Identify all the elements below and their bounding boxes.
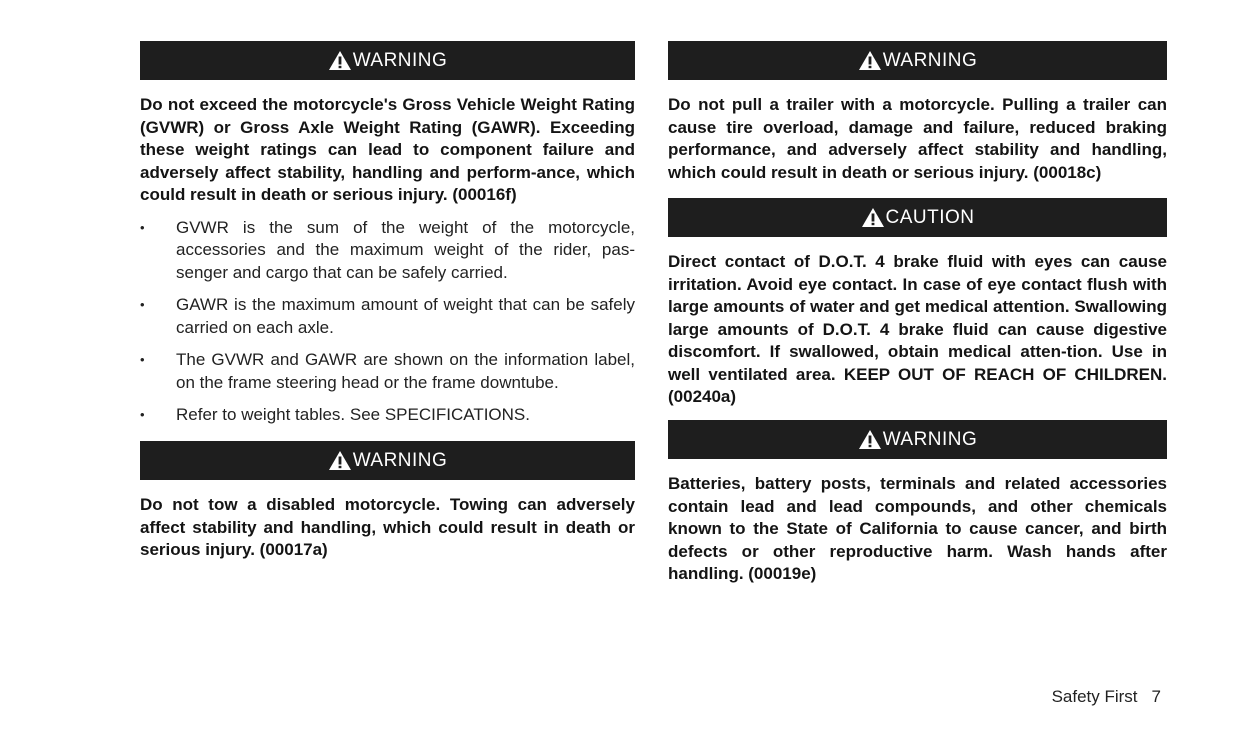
bullet-text: Refer to weight tables. See SPECIFICATIONS.: [176, 405, 530, 424]
right-column: [668, 41, 1167, 583]
list-item: [140, 217, 635, 285]
warning-text: Batteries, battery posts, terminals and related accessories contain lead and lead compounds, and other chemicals known to the State of California to cause cancer, and birth defects or other reproductive harm. Wash hands after handling. (00019e): [668, 474, 1167, 583]
battery-warning-block: [668, 420, 1167, 586]
caution-banner: [668, 198, 1167, 237]
left-column: [140, 41, 635, 559]
page-number: 7: [1151, 687, 1161, 706]
warning-banner: [668, 420, 1167, 459]
bullet-marker: •: [140, 219, 145, 235]
warning-label: WARNING: [882, 428, 978, 450]
warning-triangle-icon: [328, 50, 352, 71]
bullet-text: The GVWR and GAWR are shown on the information label, on the frame steering head or the frame downtube.: [176, 350, 635, 392]
section-name: Safety First: [1051, 687, 1138, 706]
bullet-marker: •: [140, 297, 145, 312]
warning-triangle-icon: [861, 207, 885, 228]
warning-banner: [140, 41, 635, 80]
warning-text: Do not tow a disabled motorcycle. Towing can adversely affect stability and handling, which could result in death or serious injury. (00017a): [140, 495, 635, 559]
warning-triangle-icon: [328, 450, 352, 471]
warning-triangle-icon: [858, 429, 882, 450]
page-footer: [1052, 687, 1161, 707]
bullet-marker: •: [140, 407, 145, 422]
warning-label: WARNING: [882, 49, 978, 71]
bullet-marker: •: [140, 352, 145, 367]
list-item: [140, 404, 635, 427]
bullet-list: [140, 217, 635, 427]
caution-text: Direct contact of D.O.T. 4 brake fluid with eyes can cause irritation. Avoid eye contact. In case of eye contact flush with large amounts of water and get medical attention. Swallowing large amounts of D.O.T. 4 brake fluid can cause digestive discomfort. If swallowed, obtain medical atten-tion. Use in well ventilated area. KEEP OUT OF REACH OF CHILDREN. (00240a): [668, 252, 1167, 406]
bullet-text: GVWR is the sum of the weight of the motorcycle, accessories and the maximum weight of the rider, pas-senger and cargo that can be safely carried.: [176, 217, 635, 282]
warning-text: Do not exceed the motorcycle's Gross Vehicle Weight Rating (GVWR) or Gross Axle Weight Rating (GAWR). Exceeding these weight ratings can lead to component failure and adversely affect stability, handling and perform-ance, which could result in death or serious injury. (00016f): [140, 95, 635, 204]
warning-banner: [668, 41, 1167, 80]
tow-warning-block: [140, 441, 635, 562]
caution-block: [668, 198, 1167, 409]
bullet-text: GAWR is the maximum amount of weight that can be safely carried on each axle.: [176, 295, 635, 337]
list-item: [140, 294, 635, 339]
warning-text: Do not pull a trailer with a motorcycle. Pulling a trailer can cause tire overload, damage and failure, reduced braking performance, and adversely affect stability and handling, which could result in death or serious injury. (00018c): [668, 95, 1167, 182]
warning-label: WARNING: [352, 449, 448, 471]
caution-label: CAUTION: [885, 206, 975, 228]
warning-banner: [140, 441, 635, 480]
warning-label: WARNING: [352, 49, 448, 71]
list-item: [140, 349, 635, 394]
warning-triangle-icon: [858, 50, 882, 71]
